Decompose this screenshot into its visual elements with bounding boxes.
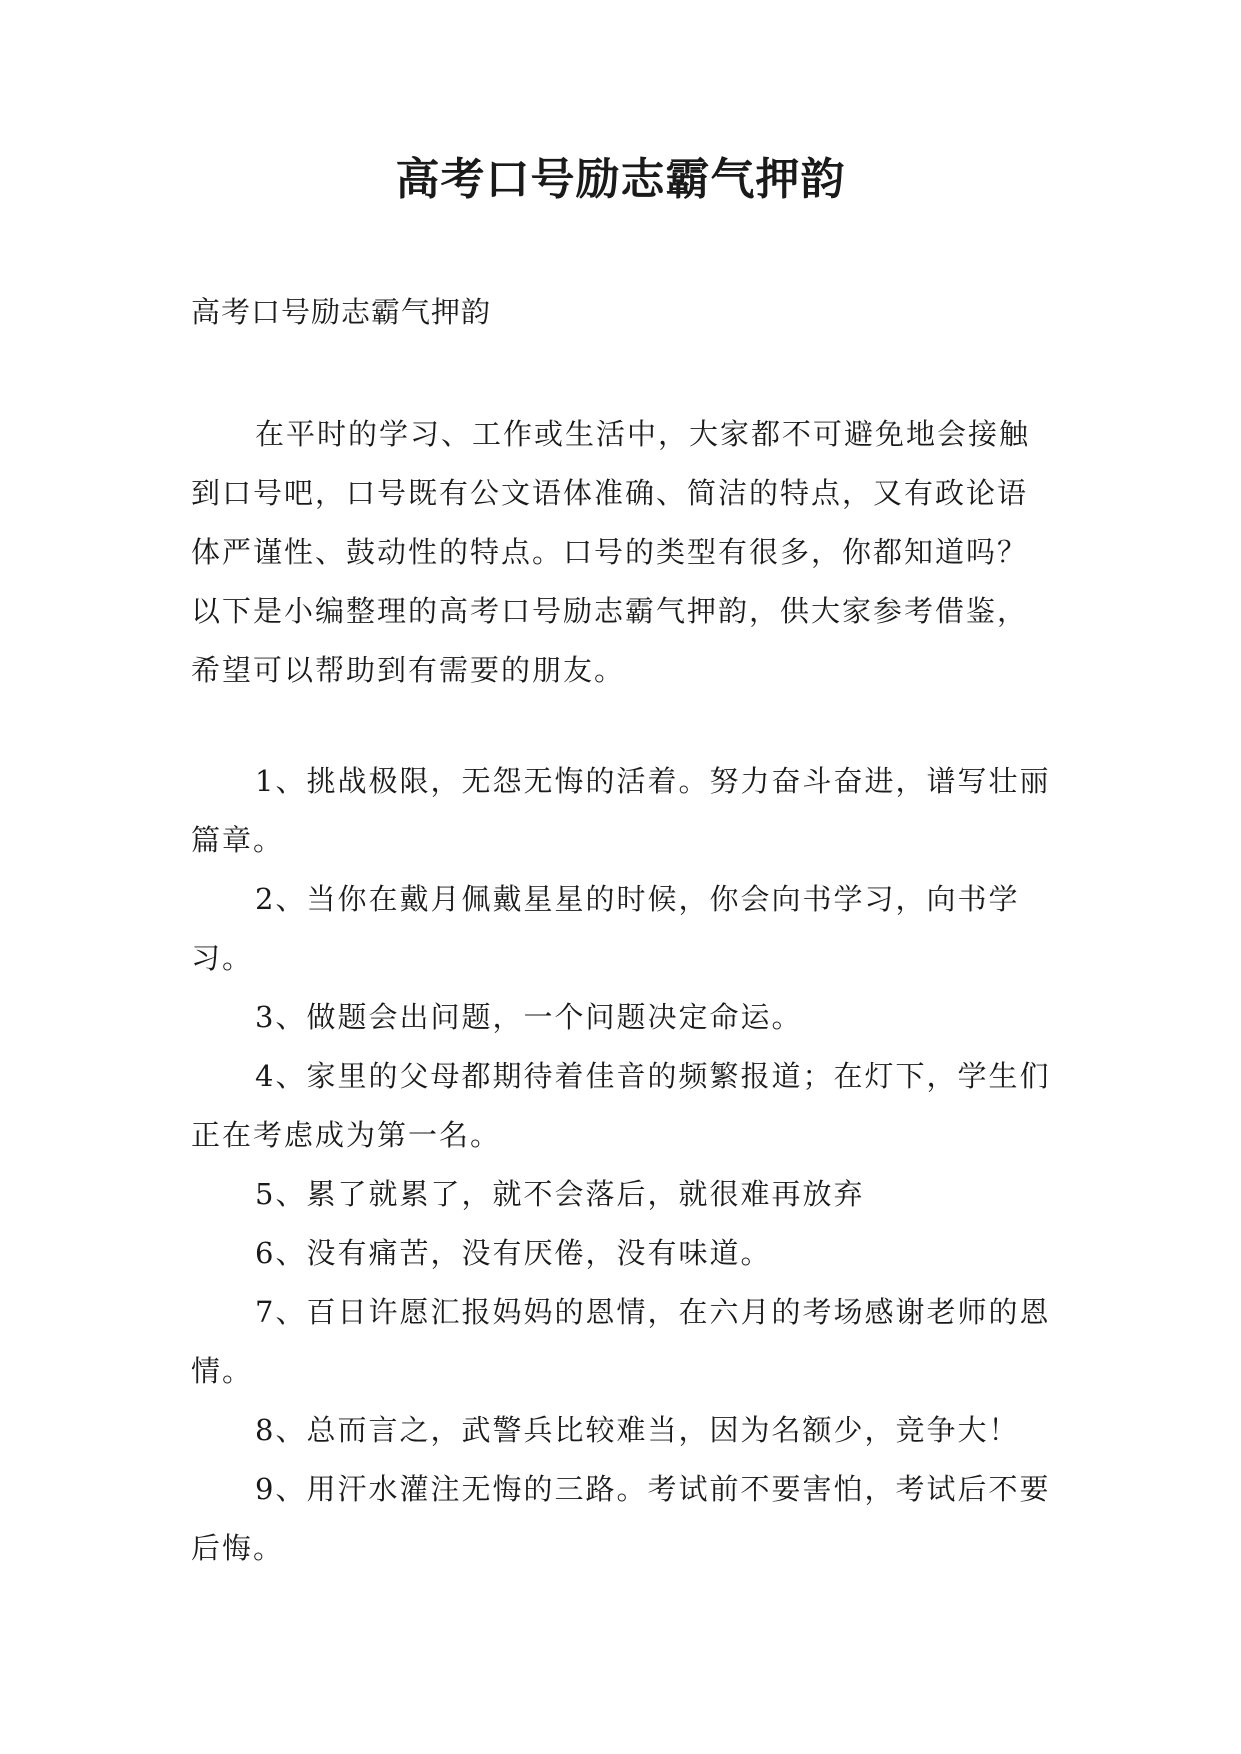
slogan-item-3: 3、做题会出问题，一个问题决定命运。 xyxy=(255,1000,803,1034)
document-subtitle: 高考口号励志霸气押韵 xyxy=(191,295,492,329)
slogan-item-6: 6、没有痛苦，没有厌倦，没有味道。 xyxy=(255,1236,772,1270)
slogan-item-8: 8、总而言之，武警兵比较难当，因为名额少，竞争大！ xyxy=(255,1413,1020,1447)
slogan-item-9: 9、用汗水灌注无悔的三路。考试前不要害怕，考试后不要后悔。 xyxy=(191,1472,1051,1565)
intro-paragraph: 在平时的学习、工作或生活中，大家都不可避免地会接触到口号吧，口号既有公文语体准确、简洁的特点，又有政论语体严谨性、鼓动性的特点。口号的类型有很多，你都知道吗？以下是小编整理的高考口号励志霸气押韵，供大家参考借鉴，希望可以帮助到有需要的朋友。 xyxy=(191,417,1031,687)
slogan-item-2: 2、当你在戴月佩戴星星的时候，你会向书学习，向书学习。 xyxy=(191,882,1020,975)
slogan-item-4: 4、家里的父母都期待着佳音的频繁报道；在灯下，学生们正在考虑成为第一名。 xyxy=(191,1059,1051,1152)
document-title: 高考口号励志霸气押韵 xyxy=(395,154,846,205)
slogan-item-7: 7、百日许愿汇报妈妈的恩情，在六月的考场感谢老师的恩情。 xyxy=(191,1295,1051,1388)
slogan-list xyxy=(191,752,1051,1578)
slogan-item-1: 1、挑战极限，无怨无悔的活着。努力奋斗奋进，谱写壮丽篇章。 xyxy=(191,764,1051,857)
slogan-item-5: 5、累了就累了，就不会落后，就很难再放弃 xyxy=(255,1177,865,1211)
